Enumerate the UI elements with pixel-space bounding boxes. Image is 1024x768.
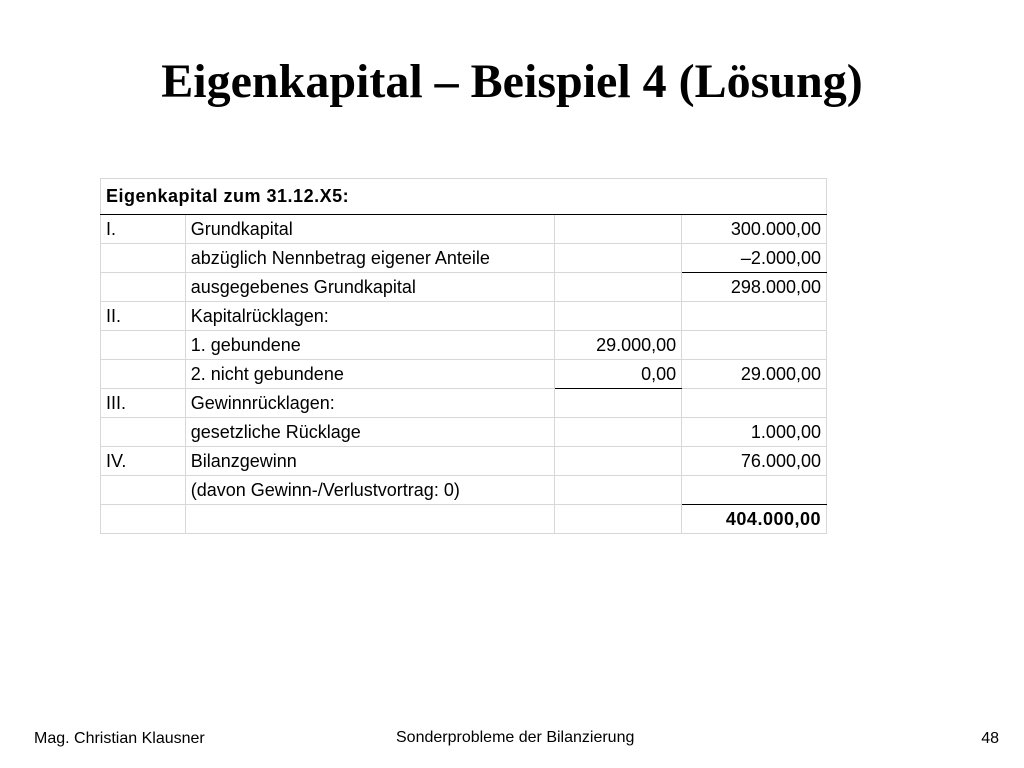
table-row <box>101 418 827 447</box>
sub-amount <box>555 505 682 534</box>
slide-title: Eigenkapital – Beispiel 4 (Lösung) <box>161 55 863 108</box>
item-label: gesetzliche Rücklage <box>185 418 555 447</box>
equity-table <box>100 178 827 534</box>
item-label: abzüglich Nennbetrag eigener Anteile <box>185 244 555 273</box>
item-label: Gewinnrücklagen: <box>185 389 555 418</box>
roman-numeral <box>101 476 186 505</box>
sub-amount <box>555 244 682 273</box>
item-label: 2. nicht gebundene <box>185 360 555 389</box>
amount: –2.000,00 <box>682 244 827 273</box>
roman-numeral: IV. <box>101 447 186 476</box>
sub-amount: 0,00 <box>555 360 682 389</box>
footer-topic: Sonderprobleme der Bilanzierung <box>396 729 635 746</box>
roman-numeral <box>101 273 186 302</box>
item-label: Kapitalrücklagen: <box>185 302 555 331</box>
amount: 1.000,00 <box>682 418 827 447</box>
total-amount: 404.000,00 <box>682 505 827 534</box>
sub-amount <box>555 215 682 244</box>
amount: 29.000,00 <box>682 360 827 389</box>
item-label: Bilanzgewinn <box>185 447 555 476</box>
roman-numeral <box>101 331 186 360</box>
amount <box>682 389 827 418</box>
table-row <box>101 244 827 273</box>
item-label <box>185 505 555 534</box>
sub-amount <box>555 418 682 447</box>
roman-numeral <box>101 505 186 534</box>
table-header-row <box>101 179 827 215</box>
amount: 76.000,00 <box>682 447 827 476</box>
sub-amount: 29.000,00 <box>555 331 682 360</box>
item-label: Grundkapital <box>185 215 555 244</box>
table-row <box>101 360 827 389</box>
sub-amount <box>555 389 682 418</box>
sub-amount <box>555 447 682 476</box>
table-row <box>101 331 827 360</box>
table-row <box>101 389 827 418</box>
amount <box>682 476 827 505</box>
footer-page-number: 48 <box>981 730 999 747</box>
amount: 298.000,00 <box>682 273 827 302</box>
amount <box>682 331 827 360</box>
roman-numeral <box>101 418 186 447</box>
roman-numeral: I. <box>101 215 186 244</box>
total-row <box>101 505 827 534</box>
roman-numeral <box>101 360 186 389</box>
roman-numeral: III. <box>101 389 186 418</box>
sub-amount <box>555 476 682 505</box>
roman-numeral: II. <box>101 302 186 331</box>
table-row <box>101 215 827 244</box>
item-label: ausgegebenes Grundkapital <box>185 273 555 302</box>
item-label: 1. gebundene <box>185 331 555 360</box>
table-row <box>101 302 827 331</box>
amount <box>682 302 827 331</box>
sub-amount <box>555 302 682 331</box>
item-label: (davon Gewinn-/Verlustvortrag: 0) <box>185 476 555 505</box>
roman-numeral <box>101 244 186 273</box>
table-header: Eigenkapital zum 31.12.X5: <box>101 179 827 215</box>
sub-amount <box>555 273 682 302</box>
table-row <box>101 476 827 505</box>
table-row <box>101 273 827 302</box>
amount: 300.000,00 <box>682 215 827 244</box>
footer-author: Mag. Christian Klausner <box>34 730 205 747</box>
table-row <box>101 447 827 476</box>
